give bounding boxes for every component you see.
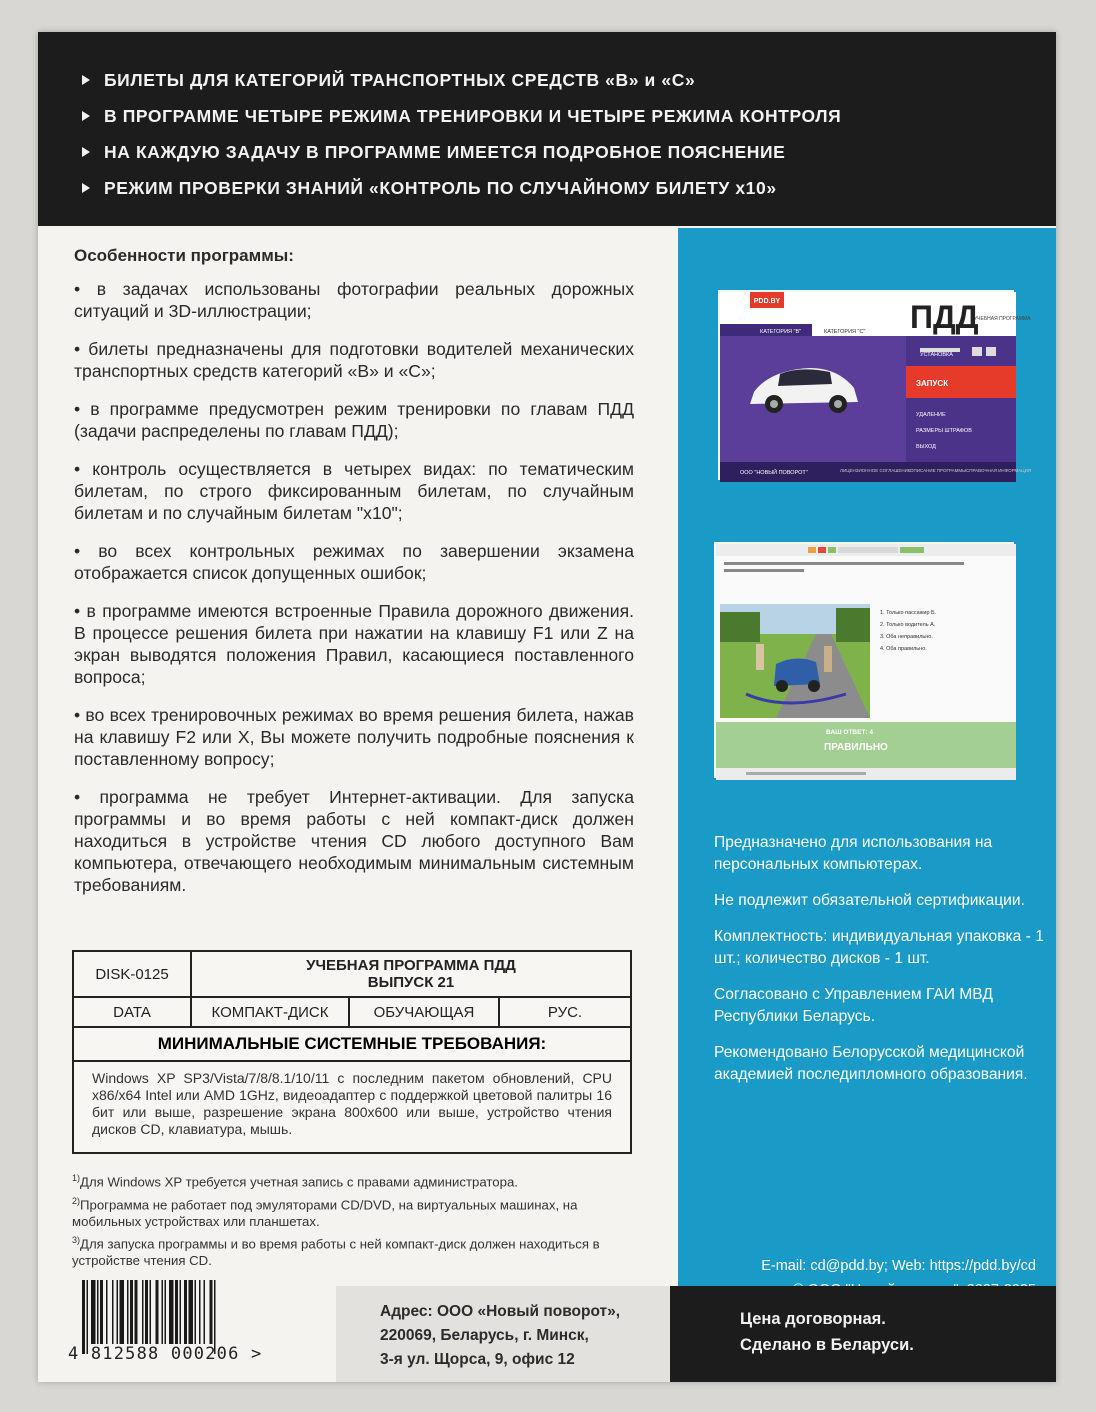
footnotes — [72, 1170, 632, 1272]
menu-delete: УДАЛЕНИЕ — [916, 412, 946, 418]
barcode-bar — [204, 1280, 206, 1344]
price-text: Цена договорная. — [740, 1310, 886, 1328]
feature-item: • в задачах использованы фотографии реальных дорожных ситуаций и 3D-иллюстрации; — [74, 279, 634, 321]
info-paragraph: Не подлежит обязательной сертификации. — [714, 892, 1025, 909]
barcode-bar — [210, 1280, 213, 1344]
triangle-bullet-icon — [82, 147, 90, 157]
barcode-bar — [180, 1280, 182, 1344]
barcode-bar — [142, 1280, 144, 1344]
menu-fines: РАЗМЕРЫ ШТРАФОВ — [916, 428, 972, 434]
feature-item: • во всех контрольных режимах по завершении экзамена отображается список допущенных ошибок; — [74, 541, 634, 583]
triangle-bullet-icon — [82, 75, 90, 85]
top-bullet-text: НА КАЖДУЮ ЗАДАЧУ В ПРОГРАММЕ ИМЕЕТСЯ ПОДРОБНОЕ ПОЯСНЕНИЕ — [104, 141, 786, 162]
product-kind: ОБУЧАЮЩАЯ — [350, 998, 500, 1026]
address-line: Адрес: ООО «Новый поворот», — [380, 1303, 621, 1320]
footnote-text: Программа не работает под эмуляторами CD/DVD, на виртуальных машинах, на мобильных устройствах или планшетах. — [72, 1197, 578, 1229]
barcode-bar — [165, 1280, 167, 1344]
features-section — [74, 246, 634, 912]
answer-option: 1. Только пассажир Б. — [880, 610, 937, 616]
app-question-screenshot — [714, 542, 1014, 778]
product-code: DISK-0125 — [74, 952, 192, 996]
barcode-bar — [100, 1280, 103, 1344]
tab-category-c: КАТЕГОРИЯ "С" — [824, 329, 866, 335]
barcode-bar — [120, 1280, 125, 1344]
contact-email-web: E-mail: cd@pdd.by; Web: https://pdd.by/cd — [761, 1258, 1036, 1274]
footnote-marker: 2) — [72, 1195, 81, 1206]
made-in-text: Сделано в Беларуси. — [740, 1336, 914, 1354]
barcode-bar — [87, 1280, 89, 1354]
top-bullet-text: РЕЖИМ ПРОВЕРКИ ЗНАНИЙ «КОНТРОЛЬ ПО СЛУЧАЙНОМУ БИЛЕТУ х10» — [104, 177, 777, 198]
app-title: ПДД — [910, 299, 979, 335]
product-language: РУС. — [547, 1003, 583, 1021]
feature-item: • программа не требует Интернет-активации. Для запуска программы и во время работы с ней компакт-диск должен находиться в устройстве чтения CD любого доступного Вам компьютера, отвечающего необходимым минимальным системным требованиям. — [74, 787, 634, 895]
triangle-bullet-icon — [82, 183, 90, 193]
table-row — [74, 998, 630, 1028]
barcode-bar — [156, 1280, 159, 1344]
triangle-bullet-icon — [82, 111, 90, 121]
address-line: 220069, Беларусь, г. Минск, — [380, 1327, 589, 1344]
barcode-bar — [82, 1280, 85, 1354]
barcode-bar — [169, 1280, 174, 1344]
menu-exit: ВЫХОД — [916, 444, 936, 450]
product-media: КОМПАКТ-ДИСК — [192, 998, 350, 1026]
feature-item: • в программе имеются встроенные Правила дорожного движения. В процессе решения билета при нажатии на клавишу F1 или Z на экран выводятся положения Правил, касающиеся поставленного вопроса; — [74, 601, 634, 687]
answer-option: 2. Только водитель А. — [880, 622, 936, 628]
footnote — [72, 1170, 632, 1191]
info-paragraph: Предназначено для использования на персональных компьютерах. — [714, 834, 993, 873]
product-title-line2: ВЫПУСК 21 — [367, 974, 455, 991]
top-bullet — [82, 134, 1056, 170]
features-heading: Особенности программы: — [74, 246, 294, 265]
top-bullet — [82, 170, 1056, 206]
feature-item: • в программе предусмотрен режим тренировки по главам ПДД (задачи распределены по главам ПДД); — [74, 399, 634, 441]
barcode-bar — [135, 1280, 138, 1344]
menu-install: УСТАНОВКА — [920, 352, 953, 358]
barcode-bar — [145, 1280, 148, 1344]
footer-description: ОПИСАНИЕ ПРОГРАММЫ — [910, 468, 967, 473]
feature-item: • билеты предназначены для подготовки водителей механических транспортных средств категорий «В» и «С»; — [74, 339, 634, 381]
requirements-heading: МИНИМАЛЬНЫЕ СИСТЕМНЫЕ ТРЕБОВАНИЯ: — [74, 1028, 630, 1062]
top-bullet-text: БИЛЕТЫ ДЛЯ КАТЕГОРИЙ ТРАНСПОРТНЫХ СРЕДСТВ «В» и «С» — [104, 69, 696, 90]
footnote — [72, 1232, 632, 1269]
your-answer-label: ВАШ ОТВЕТ: 4 — [826, 729, 873, 736]
product-info — [714, 832, 1054, 1100]
top-bullet — [82, 62, 1056, 98]
barcode-bar — [97, 1280, 99, 1344]
address-line: 3-я ул. Щорса, 9, офис 12 — [380, 1351, 575, 1368]
barcode — [82, 1280, 302, 1354]
app-subtitle: УЧЕБНАЯ ПРОГРАММА — [974, 316, 1031, 322]
blue-info-panel — [678, 228, 1056, 1286]
top-bullet — [82, 98, 1056, 134]
barcode-digits: 4 812588 000206 > — [68, 1344, 263, 1364]
top-bullets-band — [38, 32, 1056, 226]
price-box — [670, 1286, 1056, 1382]
cd-cover-back — [38, 32, 1056, 1382]
footnote-marker: 3) — [72, 1235, 81, 1246]
tab-category-b: КАТЕГОРИЯ "В" — [760, 329, 802, 335]
barcode-bar — [162, 1280, 164, 1344]
question-illustration — [716, 544, 1016, 780]
barcode-bar — [127, 1280, 129, 1344]
footer-license: ЛИЦЕНЗИОННОЕ СОГЛАШЕНИЕ — [840, 468, 911, 473]
product-info-table — [72, 950, 632, 1154]
barcode-bar — [150, 1280, 152, 1344]
footnote-text: Для Windows XP требуется учетная запись с правами администратора. — [80, 1174, 518, 1190]
barcode-bar — [175, 1280, 178, 1344]
info-paragraph: Рекомендовано Белорусской медицинской академией последипломного образования. — [714, 1044, 1028, 1083]
info-paragraph: Согласовано с Управлением ГАИ МВД Республики Беларусь. — [714, 986, 993, 1025]
barcode-bar — [130, 1280, 133, 1344]
barcode-bar — [106, 1280, 108, 1344]
product-title — [192, 952, 630, 996]
answer-option: 3. Оба неправильно. — [880, 634, 933, 640]
barcode-bar — [112, 1280, 114, 1344]
menu-launch: ЗАПУСК — [916, 379, 949, 388]
requirements-text: Windows XP SP3/Vista/7/8/8.1/10/11 с последним пакетом обновлений, CPU x86/x64 Intel или AMD 1GHz, видеоадаптер с поддержкой цветовой палитры 16 бит или выше, разрешение экрана 800x600 или выше, устройство чтения дисков CD, клавиатура, мышь. — [92, 1070, 612, 1137]
info-paragraph: Комплектность: индивидуальная упаковка - 1 шт.; количество дисков - 1 шт. — [714, 928, 1044, 967]
footnote — [72, 1193, 632, 1230]
feature-item: • контроль осуществляется в четырех видах: по тематическим билетам, по строго фиксированным билетам, по случайным билетам и по случайным билетам "х10"; — [74, 459, 634, 523]
barcode-bar — [199, 1280, 201, 1344]
barcode-bar — [91, 1280, 96, 1344]
barcode-bar — [117, 1280, 119, 1344]
barcode-bar — [184, 1280, 187, 1344]
product-type: DATA — [74, 998, 192, 1026]
barcode-bar — [189, 1280, 194, 1344]
address-box — [336, 1286, 670, 1382]
footnote-text: Для запуска программы и во время работы с ней компакт-диск должен находиться в устройстве чтения CD. — [72, 1236, 600, 1269]
app-menu-screenshot — [718, 290, 1032, 480]
app-menu-illustration — [720, 292, 1032, 482]
table-row — [74, 952, 630, 998]
top-bullet-text: В ПРОГРАММЕ ЧЕТЫРЕ РЕЖИМА ТРЕНИРОВКИ И ЧЕТЫРЕ РЕЖИМА КОНТРОЛЯ — [104, 105, 842, 126]
barcode-bar — [214, 1280, 216, 1354]
product-title-line1: УЧЕБНАЯ ПРОГРАММА ПДД — [306, 957, 516, 974]
answer-option: 4. Оба правильно. — [880, 646, 927, 652]
footer-company: ООО "НОВЫЙ ПОВОРОТ" — [740, 470, 808, 476]
app-logo: PDD.BY — [753, 298, 781, 305]
footer-reference: СПРАВОЧНАЯ ИНФОРМАЦИЯ — [966, 468, 1032, 473]
answer-result: ПРАВИЛЬНО — [824, 742, 888, 753]
footnote-marker: 1) — [72, 1173, 81, 1183]
barcode-bar — [195, 1280, 197, 1344]
feature-item: • во всех тренировочных режимах во время решения билета, нажав на клавишу F2 или X, Вы можете получить подробные пояснения к поставленному вопросу; — [74, 705, 634, 769]
